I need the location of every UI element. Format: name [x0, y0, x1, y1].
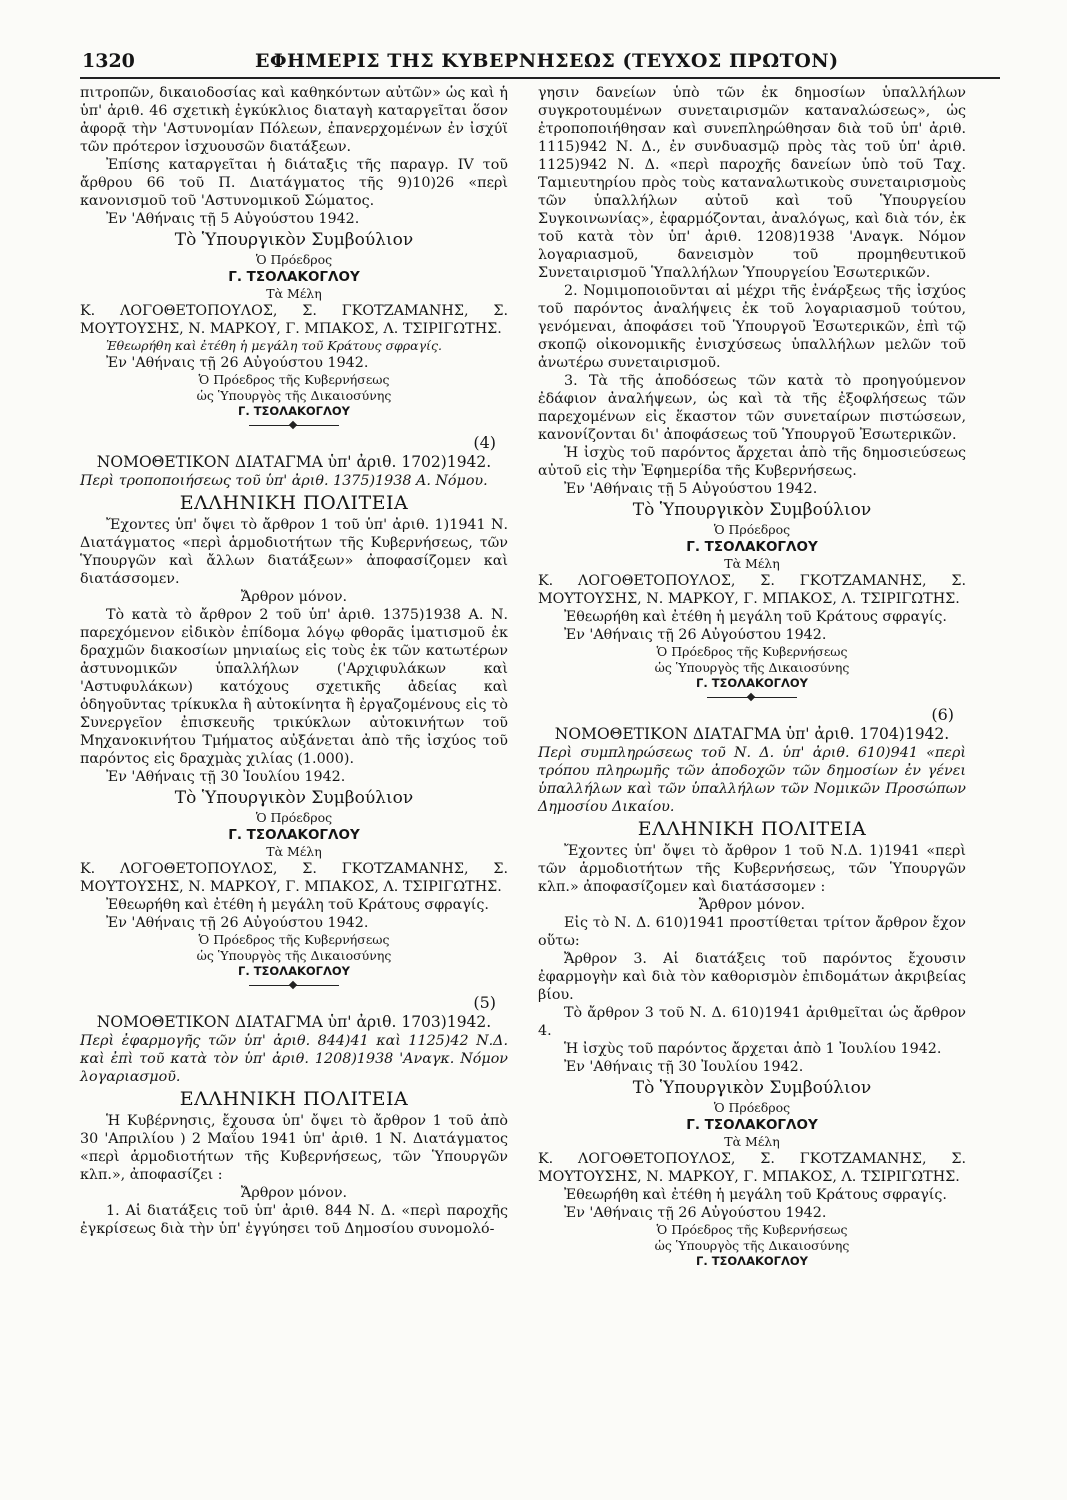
continued-text: γησιν δανείων ὑπὸ τῶν ἐκ δημοσίων ὑπαλλήλων συγκροτουμένων συνεταιρισμῶν καταναλώσεως», ὡς ἐτροποποιήθησαν καὶ συνεπληρώθησαν διὰ τοῦ ὑπ' ἀριθ. 1115)942 Ν. Δ., ἐν συνδυασμῷ πρὸς τὰς τοῦ ὑπ' ἀριθ. 1125)942 Ν. Δ. «περὶ παροχῆς δανείων ὑπὸ τοῦ Ταχ. Ταμιευτηρίου πρὸς τοὺς καταναλωτικοὺς συνεταιρισμοὺς τῶν ὑπαλλήλων αὐτοῦ καὶ τοῦ Ὑπουργείου Συγκοινωνίας», ἐφαρμόζονται, ἀναλόγως, καὶ διὰ τόν, ἐκ τοῦ κατὰ τὸν ὑπ' ἀριθ. 1208)1938 'Αναγκ. Νόμον λογαριασμοῦ, δανεισμὸν τοῦ προμηθευτικοῦ Συνεταιρισμοῦ Ὑπαλλήλων Ὑπουργείου Ἐσωτερικῶν.: [538, 85, 966, 281]
gazette-title: ΕΦΗΜΕΡΙΣ ΤΗΣ ΚΥΒΕΡΝΗΣΕΩΣ (ΤΕΥΧΟΣ ΠΡΩΤΟΝ): [255, 50, 839, 72]
president-label: Ὁ Πρόεδρος: [255, 810, 333, 825]
right-column: [538, 84, 966, 1269]
minister-role: ὡς Ὑπουργὸς τῆς Δικαιοσύνης: [196, 388, 392, 403]
members-label: Τὰ Μέλη: [724, 556, 780, 571]
council-heading: Τὸ Ὑπουργικὸν Συμβούλιον: [632, 500, 872, 520]
article-heading: Ἄρθρον μόνον.: [240, 1185, 348, 1201]
section-separator: [249, 425, 339, 426]
paragraph: Ἐπίσης καταργεῖται ἡ διάταξις τῆς παραγρ. IV τοῦ ἄρθρου 66 τοῦ Π. Διατάγματος τῆς 9)10)26 «περὶ κανονισμοῦ τοῦ 'Αστυνομικοῦ Σώματος.: [80, 157, 508, 209]
decree-subject: Περὶ ἐφαρμογῆς τῶν ὑπ' ἀριθ. 844)41 καὶ 1125)42 Ν.Δ. καὶ ἐπὶ τοῦ κατὰ τὸν ὑπ' ἀριθ. 1208)1938 'Αναγκ. Νόμον λογαριασμοῦ.: [80, 1033, 508, 1085]
article-body: Τὸ κατὰ τὸ ἄρθρον 2 τοῦ ὑπ' ἀριθ. 1375)1938 Α. Ν. παρεχόμενον εἰδικὸν ἐπίδομα λόγῳ φθορᾶς ἱματισμοῦ ἐκ δραχμῶν διακοσίων μηνιαίως εἰς τοὺς ἐκ τῶν κατωτέρων ἀστυνομικῶν ὑπαλλήλων ('Αρχιφυλάκων καὶ 'Αστυφυλάκων) κατόχους σχετικῆς ἀδείας καὶ ὁδηγοῦντας τρίκυκλα ἢ αὐτοκίνητα ἢ ἐργαζομένους εἰς τὸ Συνεργεῖον ἐπισκευῆς τρικύκλων αὐτοκινήτων τοῦ Μηχανοκινήτου Τμήματος αὐξάνεται ἀπὸ τῆς ἰσχύος τοῦ παρόντος εἰς δραχμὰς χιλίας (1.000).: [80, 607, 508, 767]
president-label: Ὁ Πρόεδρος: [713, 1100, 791, 1115]
president-label: Ὁ Πρόεδρος: [713, 522, 791, 537]
section-separator: [249, 985, 339, 986]
minister-title: Ὁ Πρόεδρος τῆς Κυβερνήσεως: [656, 1222, 848, 1237]
seal-note: Ἐθεωρήθη καὶ ἐτέθη ἡ μεγάλη τοῦ Κράτους σφραγίς.: [564, 1187, 947, 1203]
left-column: [80, 84, 508, 1238]
minister-name: Γ. ΤΣΟΛΑΚΟΓΛΟΥ: [238, 404, 350, 418]
paragraph: Ἡ ἰσχὺς τοῦ παρόντος ἄρχεται ἀπὸ τῆς δημοσιεύσεως αὐτοῦ εἰς τὴν Ἐφημερίδα τῆς Κυβερνήσεως.: [538, 445, 966, 479]
date-line: Ἐν 'Αθήναις τῇ 5 Αὐγούστου 1942.: [564, 481, 818, 497]
preamble: Ἡ Κυβέρνησις, ἔχουσα ὑπ' ὄψει τὸ ἄρθρον 1 τοῦ ἀπὸ 30 'Απριλίου ) 2 Μαΐου 1941 ὑπ' ἀριθ. 1 Ν. Διατάγματος «περὶ ἁρμοδιοτήτων τῆς Κυβερνήσεως, τῶν Ὑπουργῶν κλπ.», ἀποφασίζει :: [80, 1113, 508, 1183]
state-heading: ΕΛΛΗΝΙΚΗ ΠΟΛΙΤΕΙΑ: [637, 818, 867, 840]
article-body: Τὸ ἄρθρον 3 τοῦ Ν. Δ. 610)1941 ἀριθμεῖται ὡς ἄρθρον 4.: [538, 1005, 966, 1039]
members-label: Τὰ Μέλη: [724, 1134, 780, 1149]
members-label: Τὰ Μέλη: [266, 286, 322, 301]
paragraph: 2. Νομιμοποιοῦνται αἱ μέχρι τῆς ἐνάρξεως τῆς ἰσχύος τοῦ παρόντος ἀναλήψεις ἐκ τοῦ λογαριασμοῦ τούτου, γενόμεναι, ἀποφάσει τοῦ Ὑπουργοῦ Ἐσωτερικῶν, ἐπὶ τῷ σκοπῷ οἰκονομικῆς ἐνισχύσεως ὑπαλλήλων μελῶν τοῦ ἀνωτέρω συνεταιρισμοῦ.: [538, 283, 966, 371]
decree-title: ΝΟΜΟΘΕΤΙΚΟΝ ΔΙΑΤΑΓΜΑ ὑπ' ἀριθ. 1704)1942.: [554, 725, 950, 743]
date-line: Ἐν 'Αθήναις τῇ 26 Αὐγούστου 1942.: [564, 627, 827, 643]
minister-title: Ὁ Πρόεδρος τῆς Κυβερνήσεως: [656, 644, 848, 659]
paragraph: 3. Τὰ τῆς ἀποδόσεως τῶν κατὰ τὸ προηγούμενον ἐδάφιον ἀναλήψεων, ὡς καὶ τὰ τῆς ἐξοφλήσεως τῶν παρεχομένων εἰς ἕκαστον τῶν συνεταίρων πιστώσεων, κανονίζονται δι' ἀποφάσεως τοῦ Ὑπουργοῦ Ἐσωτερικῶν.: [538, 373, 966, 443]
page-header: [80, 50, 998, 78]
president-label: Ὁ Πρόεδρος: [255, 252, 333, 267]
members-label: Τὰ Μέλη: [266, 844, 322, 859]
president-name: Γ. ΤΣΟΛΑΚΟΓΛΟΥ: [228, 269, 360, 285]
article-heading: Ἄρθρον μόνον.: [698, 897, 806, 913]
preamble: Ἔχοντες ὑπ' ὄψει τὸ ἄρθρον 1 τοῦ ὑπ' ἀριθ. 1)1941 Ν. Διατάγματος «περὶ ἁρμοδιοτήτων τῆς Κυβερνήσεως, τῶν Ὑπουργῶν καὶ ἄλλων διατάξεων» ἀποφασίζομεν καὶ διατάσσομεν.: [80, 517, 508, 587]
president-name: Γ. ΤΣΟΛΑΚΟΓΛΟΥ: [686, 1117, 818, 1133]
minister-title: Ὁ Πρόεδρος τῆς Κυβερνήσεως: [198, 932, 390, 947]
decree-number: (4): [473, 433, 496, 452]
decree-number: (6): [931, 705, 954, 724]
council-heading: Τὸ Ὑπουργικὸν Συμβούλιον: [632, 1078, 872, 1098]
page-number: 1320: [82, 50, 135, 72]
date-line: Ἐν 'Αθήναις τῇ 30 Ἰουλίου 1942.: [564, 1059, 804, 1075]
decree-subject: Περὶ συμπληρώσεως τοῦ Ν. Δ. ὑπ' ἀριθ. 610)941 «περὶ τρόπου πληρωμῆς τῶν ἀποδοχῶν τῶν δημοσίων ἐν γένει ὑπαλλήλων καὶ τῶν ὑπαλλήλων τῶν Νομικῶν Προσώπων Δημοσίου Δικαίου.: [538, 745, 966, 815]
minister-name: Γ. ΤΣΟΛΑΚΟΓΛΟΥ: [696, 1254, 808, 1268]
minister-title: Ὁ Πρόεδρος τῆς Κυβερνήσεως: [198, 372, 390, 387]
state-heading: ΕΛΛΗΝΙΚΗ ΠΟΛΙΤΕΙΑ: [179, 1088, 409, 1110]
seal-note: Ἐθεωρήθη καὶ ἐτέθη ἡ μεγάλη τοῦ Κράτους σφραγίς.: [106, 338, 442, 353]
date-line: Ἐν 'Αθήναις τῇ 26 Αὐγούστου 1942.: [564, 1205, 827, 1221]
council-heading: Τὸ Ὑπουργικὸν Συμβούλιον: [174, 230, 414, 250]
members-list: Κ. ΛΟΓΟΘΕΤΟΠΟΥΛΟΣ, Σ. ΓΚΟΤΖΑΜΑΝΗΣ, Σ. ΜΟΥΤΟΥΣΗΣ, Ν. ΜΑΡΚΟΥ, Γ. ΜΠΑΚΟΣ, Λ. ΤΣΙΡΙΓΩΤΗΣ.: [80, 303, 508, 337]
minister-name: Γ. ΤΣΟΛΑΚΟΓΛΟΥ: [696, 676, 808, 690]
article-body: Ἡ ἰσχὺς τοῦ παρόντος ἄρχεται ἀπὸ 1 Ἰουλίου 1942.: [564, 1041, 942, 1057]
president-name: Γ. ΤΣΟΛΑΚΟΓΛΟΥ: [228, 827, 360, 843]
seal-note: Ἐθεωρήθη καὶ ἐτέθη ἡ μεγάλη τοῦ Κράτους σφραγίς.: [564, 609, 947, 625]
section-separator: [707, 697, 797, 698]
date-line: Ἐν 'Αθήναις τῇ 26 Αὐγούστου 1942.: [106, 355, 369, 371]
decree-title: ΝΟΜΟΘΕΤΙΚΟΝ ΔΙΑΤΑΓΜΑ ὑπ' ἀριθ. 1702)1942.: [96, 453, 492, 471]
minister-role: ὡς Ὑπουργὸς τῆς Δικαιοσύνης: [196, 948, 392, 963]
minister-name: Γ. ΤΣΟΛΑΚΟΓΛΟΥ: [238, 964, 350, 978]
president-name: Γ. ΤΣΟΛΑΚΟΓΛΟΥ: [686, 539, 818, 555]
seal-note: Ἐθεωρήθη καὶ ἐτέθη ἡ μεγάλη τοῦ Κράτους σφραγίς.: [106, 897, 489, 913]
article-body: Ἄρθρον 3. Αἱ διατάξεις τοῦ παρόντος ἔχουσιν ἐφαρμογὴν καὶ διὰ τὸν καθορισμὸν ἐπιδομάτων ἀκριβείας βίου.: [538, 951, 966, 1003]
continued-text: πιτροπῶν, δικαιοδοσίας καὶ καθηκόντων αὐτῶν» ὡς καὶ ἡ ὑπ' ἀριθ. 46 σχετικὴ ἐγκύκλιος διαταγὴ καταργεῖται ὅσον ἀφορᾷ τὴν 'Αστυνομίαν Πόλεων, ἐπανερχομένων ἐν ἰσχύϊ τῶν πρότερον ἰσχυουσῶν διατάξεων.: [80, 85, 508, 155]
decree-subject: Περὶ τροποποιήσεως τοῦ ὑπ' ἀριθ. 1375)1938 Α. Νόμου.: [80, 473, 488, 489]
minister-role: ὡς Ὑπουργὸς τῆς Δικαιοσύνης: [654, 660, 850, 675]
preamble: Ἔχοντες ὑπ' ὄψει τὸ ἄρθρον 1 τοῦ Ν.Δ. 1)1941 «περὶ τῶν ἁρμοδιοτήτων τῆς Κυβερνήσεως, τῶν Ὑπουργῶν κλπ.» ἀποφασίζομεν καὶ διατάσσομεν :: [538, 843, 966, 895]
minister-role: ὡς Ὑπουργὸς τῆς Δικαιοσύνης: [654, 1238, 850, 1253]
article-heading: Ἄρθρον μόνον.: [240, 589, 348, 605]
state-heading: ΕΛΛΗΝΙΚΗ ΠΟΛΙΤΕΙΑ: [179, 492, 409, 514]
council-heading: Τὸ Ὑπουργικὸν Συμβούλιον: [174, 788, 414, 808]
article-body: Εἰς τὸ Ν. Δ. 610)1941 προστίθεται τρίτον ἄρθρον ἔχον οὕτω:: [538, 915, 966, 949]
members-list: Κ. ΛΟΓΟΘΕΤΟΠΟΥΛΟΣ, Σ. ΓΚΟΤΖΑΜΑΝΗΣ, Σ. ΜΟΥΤΟΥΣΗΣ, Ν. ΜΑΡΚΟΥ, Γ. ΜΠΑΚΟΣ, Λ. ΤΣΙΡΙΓΩΤΗΣ.: [538, 573, 966, 607]
date-line: Ἐν 'Αθήναις τῇ 5 Αὐγούστου 1942.: [106, 211, 360, 227]
date-line: Ἐν 'Αθήναις τῇ 26 Αὐγούστου 1942.: [106, 915, 369, 931]
members-list: Κ. ΛΟΓΟΘΕΤΟΠΟΥΛΟΣ, Σ. ΓΚΟΤΖΑΜΑΝΗΣ, Σ. ΜΟΥΤΟΥΣΗΣ, Ν. ΜΑΡΚΟΥ, Γ. ΜΠΑΚΟΣ, Λ. ΤΣΙΡΙΓΩΤΗΣ.: [538, 1151, 966, 1185]
date-line: Ἐν 'Αθήναις τῇ 30 Ἰουλίου 1942.: [106, 769, 346, 785]
header-rule: [80, 77, 1000, 79]
members-list: Κ. ΛΟΓΟΘΕΤΟΠΟΥΛΟΣ, Σ. ΓΚΟΤΖΑΜΑΝΗΣ, Σ. ΜΟΥΤΟΥΣΗΣ, Ν. ΜΑΡΚΟΥ, Γ. ΜΠΑΚΟΣ, Λ. ΤΣΙΡΙΓΩΤΗΣ.: [80, 861, 508, 895]
decree-number: (5): [473, 993, 496, 1012]
article-body: 1. Αἱ διατάξεις τοῦ ὑπ' ἀριθ. 844 Ν. Δ. «περὶ παροχῆς ἐγκρίσεως διὰ τὴν ὑπ' ἐγγύησει τοῦ Δημοσίου συνομολό-: [80, 1203, 508, 1237]
decree-title: ΝΟΜΟΘΕΤΙΚΟΝ ΔΙΑΤΑΓΜΑ ὑπ' ἀριθ. 1703)1942.: [96, 1013, 492, 1031]
